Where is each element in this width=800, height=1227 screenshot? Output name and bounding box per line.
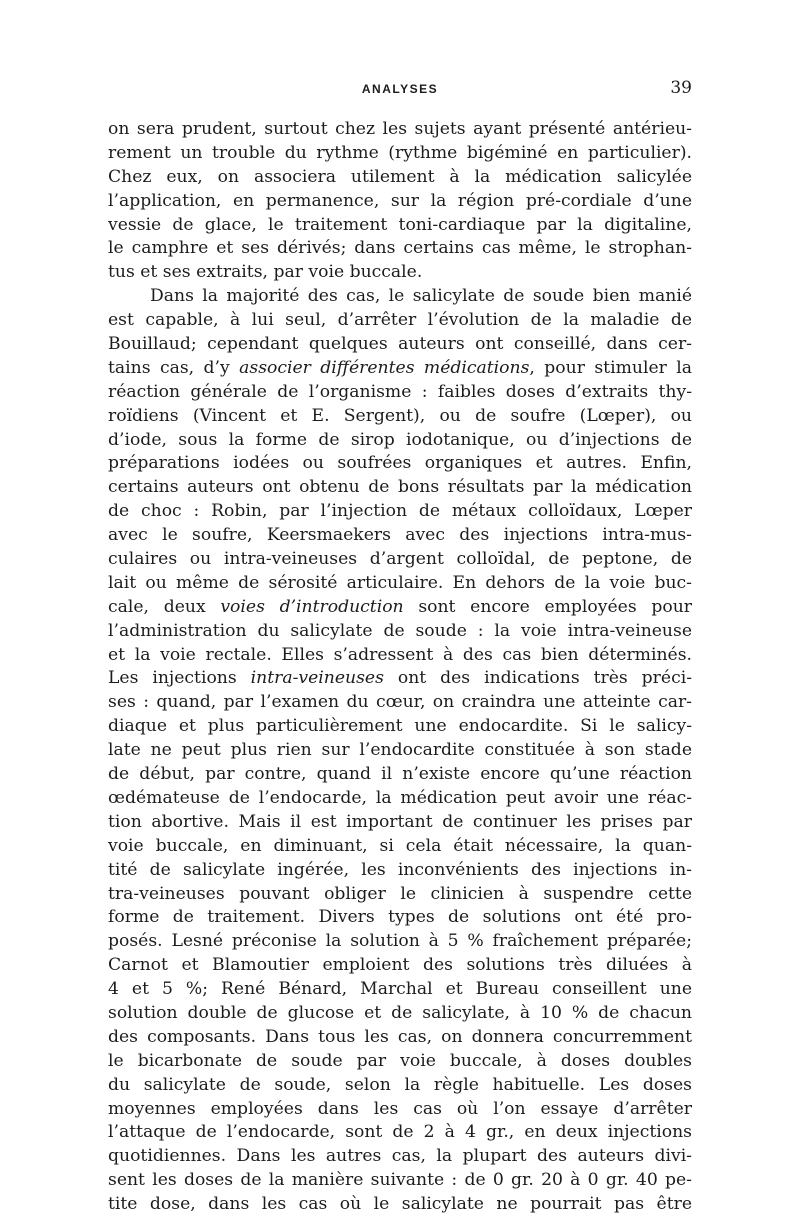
- text-line: on sera prudent, surtout chez les sujets ayant présenté antérieu-: [108, 119, 692, 139]
- text-line: solution double de glucose et de salicylate, à 10 % de chacun: [108, 1002, 692, 1023]
- text-span: tains cas, d’y: [108, 357, 240, 378]
- text-line: est capable, à lui seul, d’arrêter l’évolution de la maladie de: [108, 310, 692, 331]
- text-line: de choc : Robin, par l’injection de métaux colloïdaux, Lœper: [108, 501, 692, 522]
- text-span: sont encore employées pour: [403, 596, 692, 617]
- text-line: sent les doses de la manière suivante : de 0 gr. 20 à 0 gr. 40 pe-: [108, 1170, 692, 1191]
- text-line: culaires ou intra-veineuses d’argent colloïdal, de peptone, de: [108, 549, 692, 570]
- text-line: [108, 667, 692, 691]
- text-span: cale, deux: [108, 596, 221, 617]
- page-number: 39: [670, 78, 692, 98]
- text-line: 4 et 5 %; René Bénard, Marchal et Bureau conseillent une: [108, 979, 692, 1000]
- text-line: [108, 357, 692, 381]
- text-line: Dans la majorité des cas, le salicylate de soude bien manié: [150, 286, 692, 307]
- text-line: de début, par contre, quand il n’existe encore qu’une réaction: [108, 764, 692, 785]
- text-line: tra-veineuses pouvant obliger le clinicien à suspendre cette: [108, 883, 692, 904]
- text-span: ont des indications très préci-: [383, 668, 692, 689]
- text-line: vessie de glace, le traitement toni-cardiaque par la digitaline,: [108, 214, 692, 235]
- text-line: œdémateuse de l’endocarde, la médication peut avoir une réac-: [108, 787, 692, 808]
- text-line: forme de traitement. Divers types de solutions ont été pro-: [108, 907, 692, 928]
- text-line: du salicylate de soude, selon la règle habituelle. Les doses: [108, 1074, 692, 1095]
- text-line: tité de salicylate ingérée, les inconvénients des injections in-: [108, 859, 692, 880]
- text-line: le camphre et ses dérivés; dans certains cas même, le strophan-: [108, 238, 692, 259]
- text-line: le bicarbonate de soude par voie buccale, à doses doubles: [108, 1050, 692, 1071]
- text-line: quotidiennes. Dans les autres cas, la plupart des auteurs divi-: [108, 1146, 692, 1167]
- text-line: certains auteurs ont obtenu de bons résultats par la médication: [108, 477, 692, 498]
- text-line: avec le soufre, Keersmaekers avec des injections intra-mus-: [108, 525, 692, 546]
- text-line: l’application, en permanence, sur la région pré-cordiale d’une: [108, 190, 692, 211]
- text-line: diaque et plus particulièrement une endocardite. Si le salicy-: [108, 716, 692, 737]
- italic-phrase: intra-veineuses: [250, 668, 384, 689]
- text-line: ses : quand, par l’examen du cœur, on craindra une atteinte car-: [108, 692, 692, 713]
- text-line: des composants. Dans tous les cas, on donnera concurremment: [108, 1026, 692, 1047]
- text-line: roïdiens (Vincent et E. Sergent), ou de soufre (Lœper), ou: [108, 405, 692, 426]
- text-line: préparations iodées ou soufrées organiques et autres. Enfin,: [108, 453, 692, 474]
- text-line: l’administration du salicylate de soude : la voie intra-veineuse: [108, 620, 692, 641]
- italic-phrase: associer différentes médications: [239, 357, 530, 378]
- body-text: [108, 118, 692, 1217]
- text-line: voie buccale, en diminuant, si cela était nécessaire, la quan-: [108, 835, 692, 856]
- text-span: , pour stimuler la: [529, 357, 692, 378]
- italic-phrase: voies d’introduction: [220, 596, 404, 617]
- text-line: Bouillaud; cependant quelques auteurs ont conseillé, dans cer-: [108, 334, 692, 355]
- text-line: Chez eux, on associera utilement à la médication salicylée: [108, 166, 692, 187]
- text-line: tion abortive. Mais il est important de continuer les prises par: [108, 811, 692, 832]
- text-line: [108, 596, 692, 620]
- text-line: et la voie rectale. Elles s’adressent à des cas bien déterminés.: [108, 644, 692, 665]
- text-line: Carnot et Blamoutier emploient des solutions très diluées à: [108, 955, 692, 976]
- text-line: moyennes employées dans les cas où l’on essaye d’arrêter: [108, 1098, 692, 1119]
- text-line: réaction générale de l’organisme : faibles doses d’extraits thy-: [108, 381, 692, 402]
- running-title: ANALYSES: [361, 82, 439, 96]
- text-line: d’iode, sous la forme de sirop iodotanique, ou d’injections de: [108, 429, 692, 450]
- text-span: Les injections: [108, 668, 251, 689]
- text-line: l’attaque de l’endocarde, sont de 2 à 4 gr., en deux injections: [108, 1122, 692, 1143]
- text-line: tus et ses extraits, par voie buccale.: [108, 262, 423, 283]
- text-line: tite dose, dans les cas où le salicylate ne pourrait pas être: [108, 1194, 692, 1215]
- text-line: late ne peut plus rien sur l’endocardite constituée à son stade: [108, 740, 692, 761]
- text-line: rement un trouble du rythme (rythme bigéminé en particulier).: [108, 142, 692, 163]
- text-line: lait ou même de sérosité articulaire. En dehors de la voie buc-: [108, 572, 692, 593]
- text-line: posés. Lesné préconise la solution à 5 % fraîchement préparée;: [108, 931, 692, 952]
- running-header: [108, 78, 692, 100]
